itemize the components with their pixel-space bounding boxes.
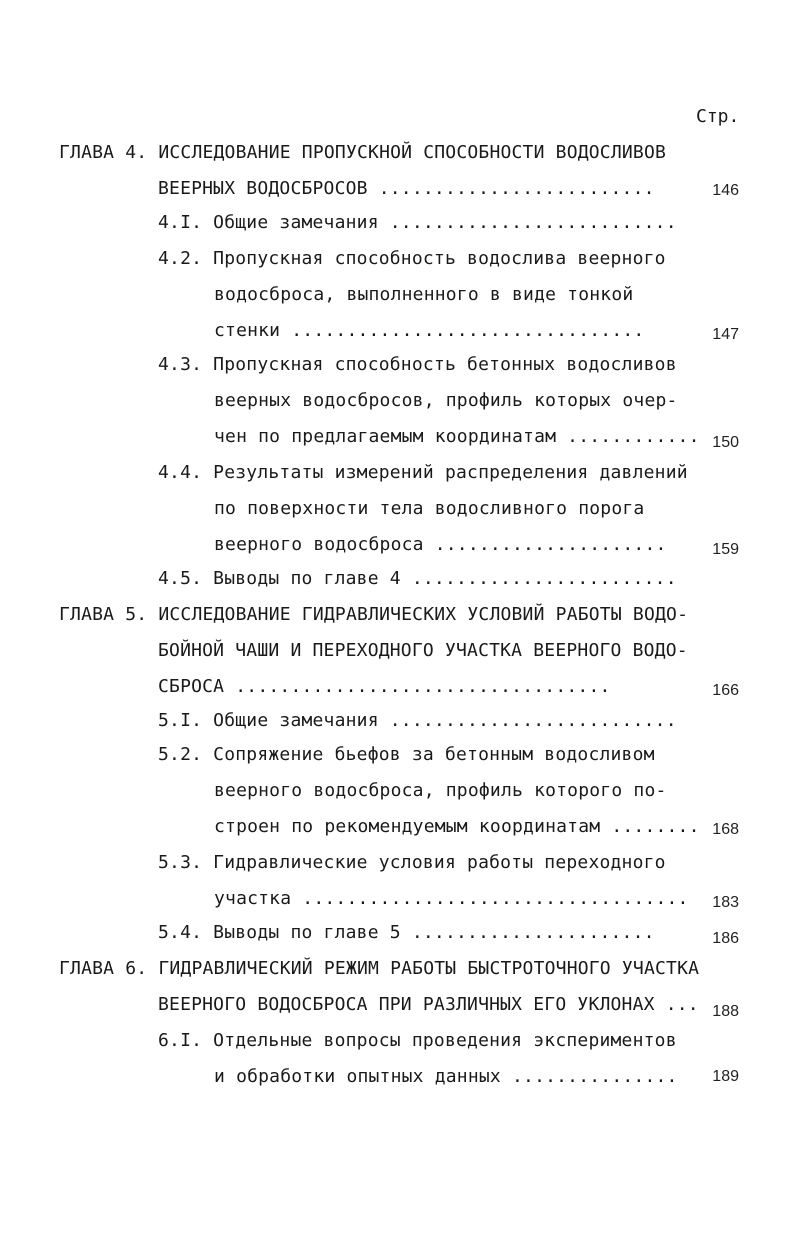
toc-chapter-5-title: ГЛАВА 5. ИССЛЕДОВАНИЕ ГИДРАВЛИЧЕСКИХ УСЛОВИЙ РАБОТЫ ВОДО-	[59, 604, 689, 625]
toc-section-4-4-cont: веерного водосброса .....................	[214, 534, 667, 555]
toc-section-4-3-cont: веерных водосбросов, профиль которых очер-	[214, 390, 678, 411]
toc-section-4-2-cont: стенки ................................	[214, 320, 645, 341]
toc-section-6-1: 6.I. Отдельные вопросы проведения экспериментов	[158, 1030, 677, 1051]
toc-section-6-1-cont: и обработки опытных данных ...............	[214, 1066, 678, 1087]
toc-section-4-3: 4.3. Пропускная способность бетонных водосливов	[158, 354, 677, 375]
toc-section-5-3: 5.3. Гидравлические условия работы переходного	[158, 852, 666, 873]
toc-section-5-4: 5.4. Выводы по главе 5 ......................	[158, 922, 655, 943]
toc-section-4-4-cont: по поверхности тела водосливного порога	[214, 498, 645, 519]
toc-section-4-2: 4.2. Пропускная способность водослива веерного	[158, 248, 666, 269]
toc-section-4-2-cont: водосброса, выполненного в виде тонкой	[214, 284, 634, 305]
toc-page-number: 186	[712, 930, 739, 947]
toc-section-4-4: 4.4. Результаты измерений распределения давлений	[158, 462, 688, 483]
toc-page-number: 189	[712, 1068, 739, 1085]
toc-section-5-1: 5.I. Общие замечания ..........................	[158, 710, 677, 731]
toc-chapter-6-title: ГЛАВА 6. ГИДРАВЛИЧЕСКИЙ РЕЖИМ РАБОТЫ БЫСТРОТОЧНОГО УЧАСТКА	[59, 958, 700, 979]
toc-chapter-5-title-cont: БОЙНОЙ ЧАШИ И ПЕРЕХОДНОГО УЧАСТКА ВЕЕРНОГО ВОДО-	[158, 640, 688, 661]
toc-section-5-2-cont: веерного водосброса, профиль которого по-	[214, 780, 667, 801]
toc-page-number: 159	[712, 541, 739, 558]
toc-page-number: 188	[712, 1003, 739, 1020]
toc-page-number: 166	[712, 682, 739, 699]
toc-section-4-3-cont: чен по предлагаемым координатам ............	[214, 426, 700, 447]
toc-section-5-3-cont: участка ...................................	[214, 888, 689, 909]
toc-chapter-4-title: ГЛАВА 4. ИССЛЕДОВАНИЕ ПРОПУСКНОЙ СПОСОБНОСТИ ВОДОСЛИВОВ	[59, 142, 667, 163]
toc-page-number: 168	[712, 821, 739, 838]
page-column-header: Стр.	[696, 106, 740, 127]
toc-section-4-5: 4.5. Выводы по главе 4 ........................	[158, 568, 677, 589]
toc-chapter-4-title-cont: ВЕЕРНЫХ ВОДОСБРОСОВ .........................	[158, 178, 655, 199]
toc-section-5-2-cont: строен по рекомендуемым координатам ........	[214, 816, 700, 837]
toc-chapter-5-title-cont: СБРОСА ..................................	[158, 676, 611, 697]
toc-page-number: 146	[712, 182, 739, 199]
toc-page-number: 147	[712, 326, 739, 343]
toc-page-number: 183	[712, 894, 739, 911]
toc-section-5-2: 5.2. Сопряжение бьефов за бетонным водосливом	[158, 744, 655, 765]
toc-page-number: 150	[712, 434, 739, 451]
toc-section-4-1: 4.I. Общие замечания ..........................	[158, 212, 677, 233]
toc-chapter-6-title-cont: ВЕЕРНОГО ВОДОСБРОСА ПРИ РАЗЛИЧНЫХ ЕГО УКЛОНАХ ...	[158, 994, 699, 1015]
